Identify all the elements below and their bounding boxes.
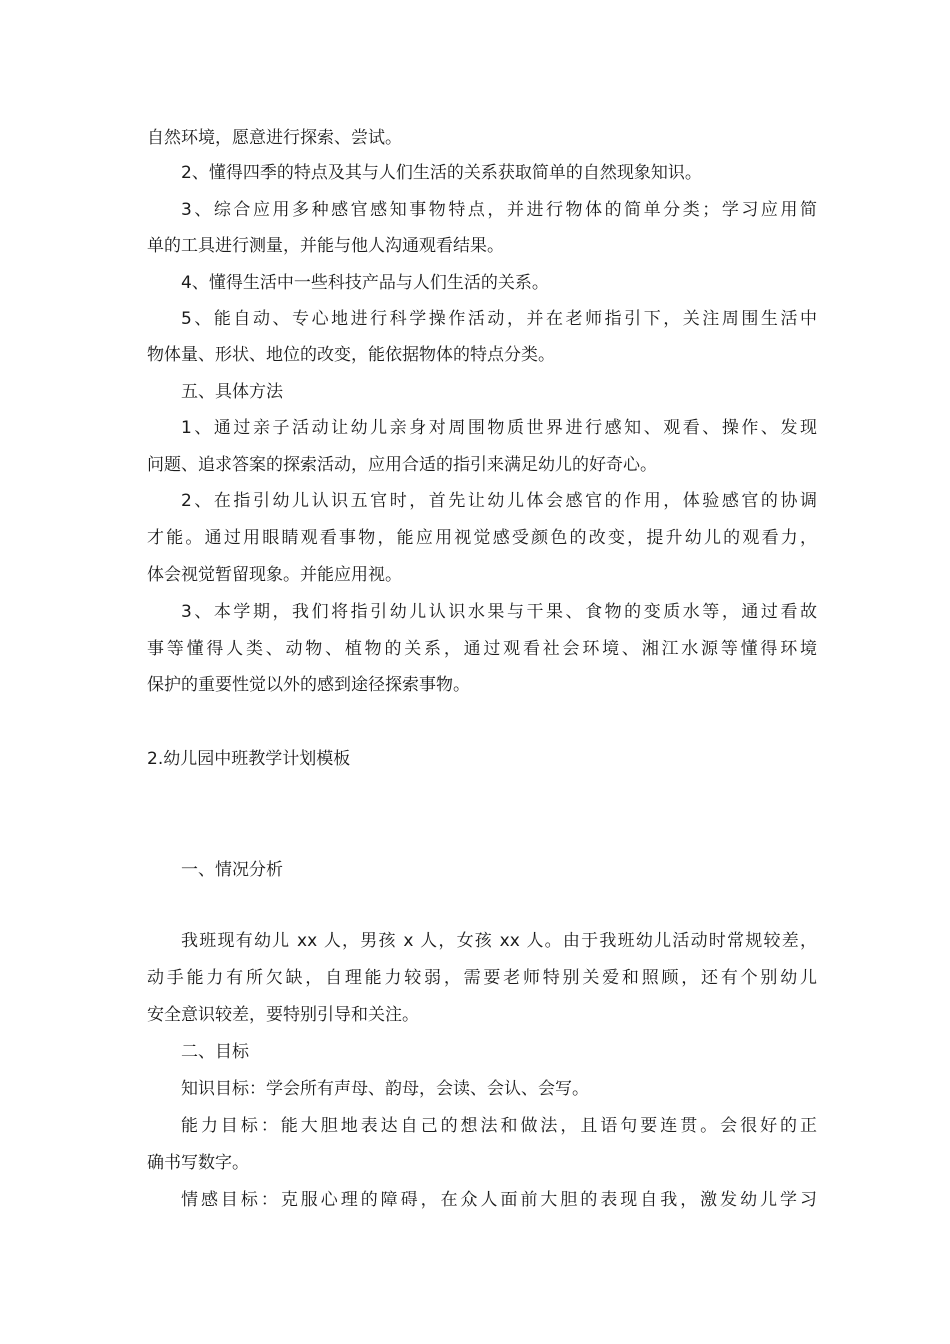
text-line: 4、懂得生活中一些科技产品与人们生活的关系。 bbox=[181, 273, 549, 293]
text-line: 5、能自动、专心地进行科学操作活动，并在老师指引下，关注周围生活中 bbox=[181, 309, 817, 329]
text-line: 保护的重要性觉以外的感到途径探索事物。 bbox=[147, 675, 470, 695]
text-line: 安全意识较差，要特别引导和关注。 bbox=[147, 1005, 419, 1025]
text-line: 能力目标：能大胆地表达自己的想法和做法，且语句要连贯。会很好的正 bbox=[181, 1116, 817, 1136]
text-line: 我班现有幼儿 xx 人，男孩 x 人，女孩 xx 人。由于我班幼儿活动时常规较差， bbox=[181, 931, 817, 951]
text-line: 才能。通过用眼睛观看事物，能应用视觉感受颜色的改变，提升幼儿的观看力， bbox=[147, 528, 817, 548]
text-line: 体会视觉暂留现象。并能应用视。 bbox=[147, 565, 402, 585]
text-line: 自然环境，愿意进行探索、尝试。 bbox=[147, 128, 402, 148]
text-line: 物体量、形状、地位的改变，能依据物体的特点分类。 bbox=[147, 345, 555, 365]
text-line: 问题、追求答案的探索活动，应用合适的指引来满足幼儿的好奇心。 bbox=[147, 455, 657, 475]
text-line: 单的工具进行测量，并能与他人沟通观看结果。 bbox=[147, 236, 504, 256]
text-line: 3、综合应用多种感官感知事物特点，并进行物体的简单分类；学习应用简 bbox=[181, 200, 817, 220]
section-heading: 一、情况分析 bbox=[181, 860, 283, 880]
text-line: 3、本学期，我们将指引幼儿认识水果与干果、食物的变质水等，通过看故 bbox=[181, 602, 817, 622]
section-heading: 二、目标 bbox=[181, 1042, 249, 1062]
document-title: 2.幼儿园中班教学计划模板 bbox=[147, 749, 351, 769]
text-line: 1、通过亲子活动让幼儿亲身对周围物质世界进行感知、观看、操作、发现 bbox=[181, 418, 817, 438]
text-line: 2、懂得四季的特点及其与人们生活的关系获取简单的自然现象知识。 bbox=[181, 163, 702, 183]
text-line: 确书写数字。 bbox=[147, 1153, 249, 1173]
text-line: 事等懂得人类、动物、植物的关系，通过观看社会环境、湘江水源等懂得环境 bbox=[147, 639, 817, 659]
text-line: 情感目标：克服心理的障碍，在众人面前大胆的表现自我，激发幼儿学习 bbox=[181, 1190, 817, 1210]
section-heading: 五、具体方法 bbox=[181, 382, 283, 402]
text-line: 2、在指引幼儿认识五官时，首先让幼儿体会感官的作用，体验感官的协调 bbox=[181, 491, 817, 511]
text-line: 知识目标：学会所有声母、韵母，会读、会认、会写。 bbox=[181, 1079, 589, 1099]
text-line: 动手能力有所欠缺，自理能力较弱，需要老师特别关爱和照顾，还有个别幼儿 bbox=[147, 968, 817, 988]
